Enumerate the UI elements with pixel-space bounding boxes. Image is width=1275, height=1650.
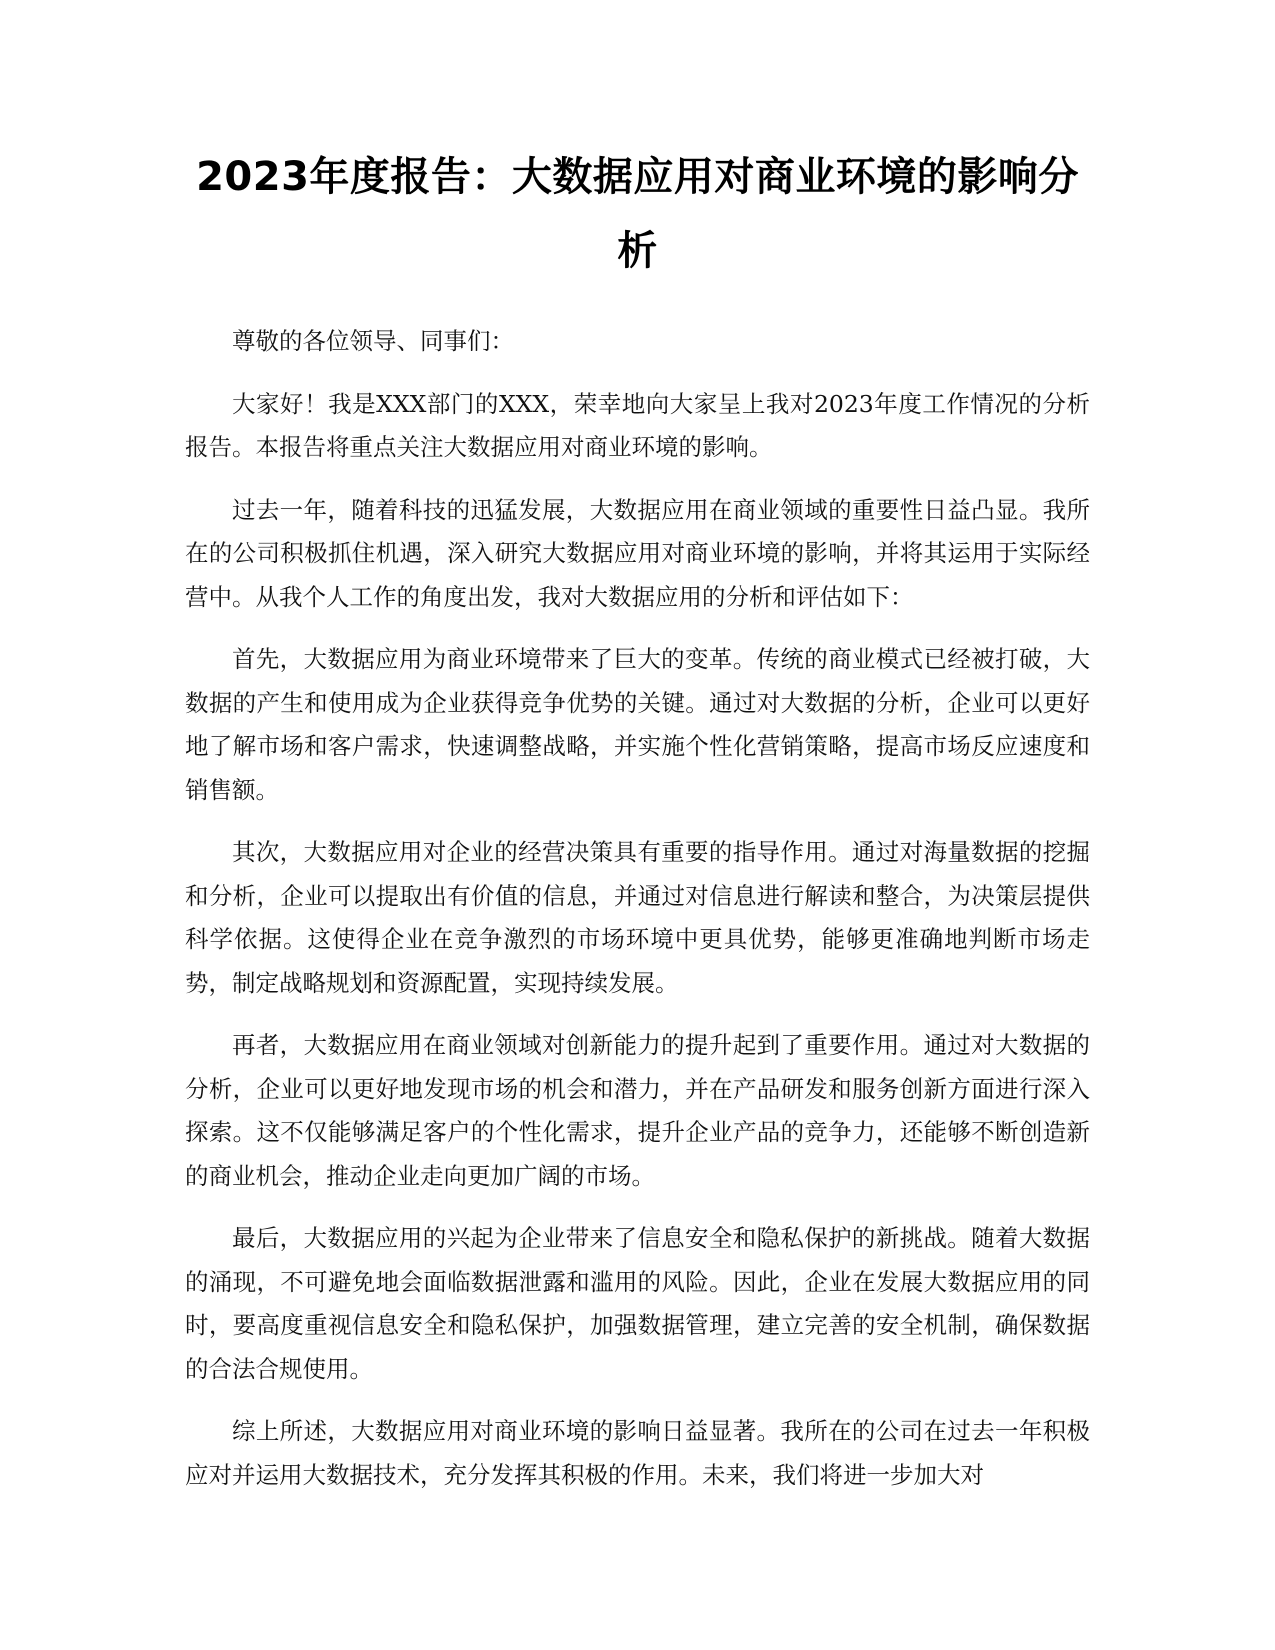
paragraph-fourth-point: 最后，大数据应用的兴起为企业带来了信息安全和隐私保护的新挑战。随着大数据的涌现，不可避免地会面临数据泄露和滥用的风险。因此，企业在发展大数据应用的同时，要高度重视信息安全和隐私保护，加强数据管理，建立完善的安全机制，确保数据的合法合规使用。 [185,1224,1090,1383]
paragraph-first-point: 首先，大数据应用为商业环境带来了巨大的变革。传统的商业模式已经被打破，大数据的产生和使用成为企业获得竞争优势的关键。通过对大数据的分析，企业可以更好地了解市场和客户需求，快速调整战略，并实施个性化营销策略，提高市场反应速度和销售额。 [185,645,1090,804]
document-body [185,320,1090,1516]
paragraph-salutation: 尊敬的各位领导、同事们： [232,327,514,355]
paragraph-summary: 综上所述，大数据应用对商业环境的影响日益显著。我所在的公司在过去一年积极应对并运用大数据技术，充分发挥其积极的作用。未来，我们将进一步加大对 [185,1417,1090,1489]
paragraph-background: 过去一年，随着科技的迅猛发展，大数据应用在商业领域的重要性日益凸显。我所在的公司积极抓住机遇，深入研究大数据应用对商业环境的影响，并将其运用于实际经营中。从我个人工作的角度出发，我对大数据应用的分析和评估如下： [185,495,1090,611]
paragraph-intro: 大家好！我是XXX部门的XXX，荣幸地向大家呈上我对2023年度工作情况的分析报告。本报告将重点关注大数据应用对商业环境的影响。 [185,389,1090,461]
document-title: 2023年度报告：大数据应用对商业环境的影响分析 [196,154,1079,274]
paragraph-second-point: 其次，大数据应用对企业的经营决策具有重要的指导作用。通过对海量数据的挖掘和分析，企业可以提取出有价值的信息，并通过对信息进行解读和整合，为决策层提供科学依据。这使得企业在竞争激烈的市场环境中更具优势，能够更准确地判断市场走势，制定战略规划和资源配置，实现持续发展。 [185,838,1090,997]
paragraph-third-point: 再者，大数据应用在商业领域对创新能力的提升起到了重要作用。通过对大数据的分析，企业可以更好地发现市场的机会和潜力，并在产品研发和服务创新方面进行深入探索。这不仅能够满足客户的个性化需求，提升企业产品的竞争力，还能够不断创造新的商业机会，推动企业走向更加广阔的市场。 [185,1031,1090,1190]
